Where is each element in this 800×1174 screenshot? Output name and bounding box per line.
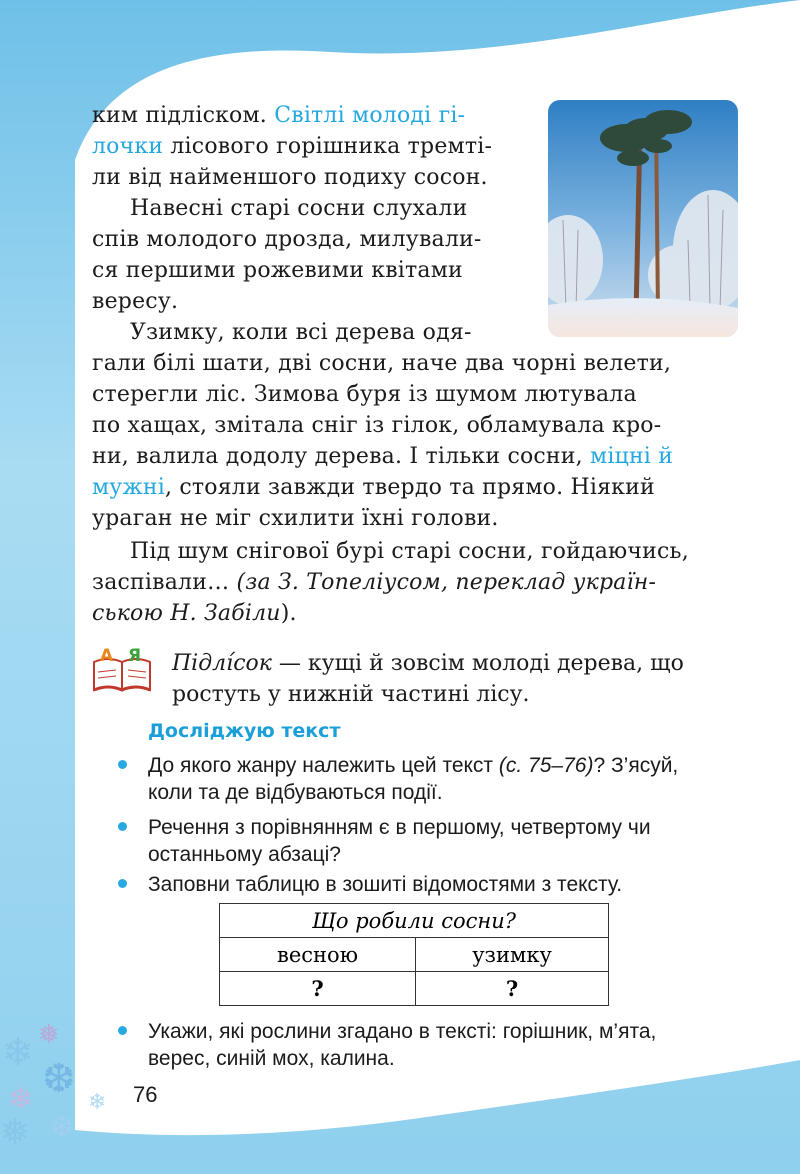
section-title: Досліджую текст xyxy=(148,720,341,742)
letter-ya: Я xyxy=(128,646,142,666)
list-item: До якого жанру належить цей текст (с. 75–76)? З’ясуй, коли та де відбуваються події. xyxy=(118,752,758,808)
bullet-icon xyxy=(118,822,127,831)
snowflake-icon: ❅ xyxy=(38,1020,60,1050)
page-number: 76 xyxy=(133,1082,158,1107)
story-paragraph-3: Узимку, коли всі дерева одя- гали білі шати, дві сосни, наче два чорні велети, стерегли ліс. Зимова буря із шумом лютувала по хащах, змітала сніг із гілок, обламувала кро- ни, валила додолу дерева. І тільки сосни, міцні й мужні, стояли завжди твердо та прямо. Ніякий ураган не міг схилити їхні голови. xyxy=(92,320,674,531)
story-paragraph-1: ким підліском. Світлі молоді гі- лочки лісового горішника тремті- ли від найменшого подиху сосон. xyxy=(92,103,493,190)
table-column-header: узимку xyxy=(416,938,609,972)
glossary-term: Підлі́сок xyxy=(172,651,272,676)
list-item: Укажи, які рослини згадано в тексті: горішник, м’ята, верес, синій мох, калина. xyxy=(118,1018,758,1074)
story-paragraph-4: Під шум снігової бурі старі сосни, гойдаючись, заспівали… (за З. Топеліусом, переклад україн- ською Н. Забіли). xyxy=(92,539,689,626)
snowflake-icon: ❄ xyxy=(8,1082,34,1117)
table-cell: ? xyxy=(416,972,609,1006)
list-item: Речення з порівнянням є в першому, четвертому чи останньому абзаці? xyxy=(118,814,758,870)
table-column-header: весною xyxy=(220,938,416,972)
list-item: Заповни таблицю в зошиті відомостями з тексту. xyxy=(118,871,758,899)
snowflake-icon: ❄ xyxy=(2,1030,34,1074)
table-header: Що робили сосни? xyxy=(220,904,609,938)
fill-in-table xyxy=(219,903,609,1006)
dictionary-book-icon xyxy=(92,648,152,692)
glossary-definition: Підлі́сок — кущі й зовсім молоді дерева, що ростуть у нижній частині лісу. xyxy=(172,651,684,707)
snowflake-icon: ❆ xyxy=(50,1110,74,1143)
letter-a: А xyxy=(100,646,114,666)
bullet-icon xyxy=(118,1026,127,1035)
winter-pine-forest-photo xyxy=(548,100,738,337)
snowflake-icon: ❆ xyxy=(42,1056,76,1102)
snowflake-icon: ❄ xyxy=(88,1090,107,1115)
bullet-icon xyxy=(118,879,127,888)
bullet-icon xyxy=(118,760,127,769)
story-paragraph-2: Навесні старі сосни слухали спів молодого дрозда, милували- ся першими рожевими квітами вересу. xyxy=(92,196,482,314)
snowflake-icon: ❅ xyxy=(0,1112,31,1153)
table-cell: ? xyxy=(220,972,416,1006)
snowflake-decoration xyxy=(0,1020,130,1160)
